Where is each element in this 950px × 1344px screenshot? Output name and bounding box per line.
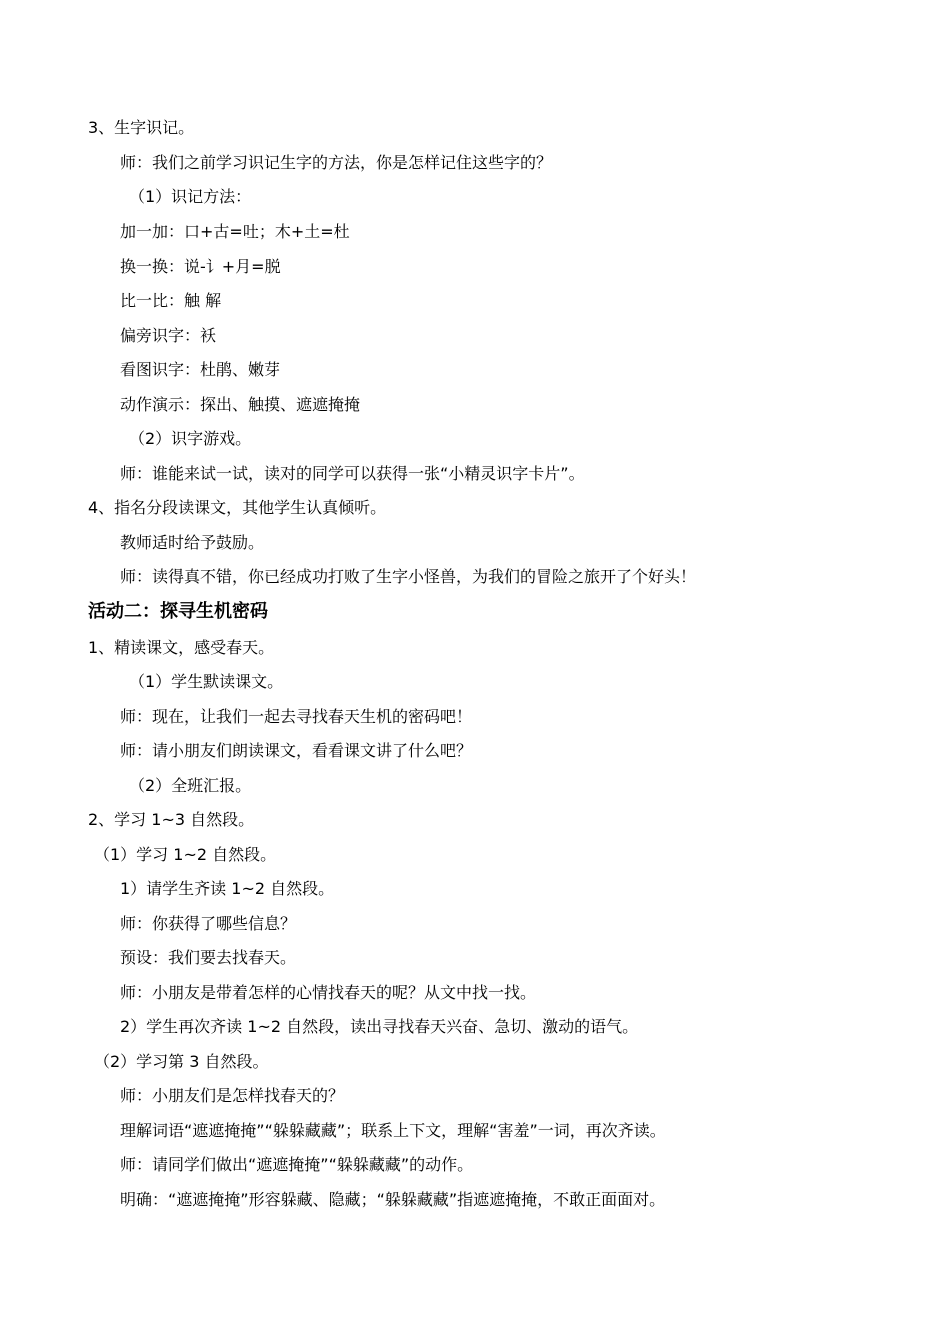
step-line: 2）学生再次齐读 1~2 自然段，读出寻找春天兴奋、急切、激动的语气。 xyxy=(120,1017,639,1036)
teacher-line: 师：你获得了哪些信息？ xyxy=(120,914,297,933)
sub-item: （2）全班汇报。 xyxy=(129,776,252,795)
body-line: 理解词语“遮遮掩掩”“躲躲藏藏”；联系上下文，理解“害羞”一词，再次齐读。 xyxy=(120,1121,666,1140)
preset-line: 预设：我们要去找春天。 xyxy=(120,948,297,967)
teacher-line: 师：谁能来试一试，读对的同学可以获得一张“小精灵识字卡片”。 xyxy=(120,464,585,483)
body-line: 教师适时给予鼓励。 xyxy=(120,533,265,552)
sub-item: （2）识字游戏。 xyxy=(129,429,252,448)
section-item-4: 4、指名分段读课文，其他学生认真倾听。 xyxy=(88,498,387,517)
section-item-2: 2、学习 1~3 自然段。 xyxy=(88,810,255,829)
sub-item: （1）识记方法： xyxy=(129,187,252,206)
method-line: 偏旁识字：袄 xyxy=(120,326,217,345)
teacher-line: 师：我们之前学习识记生字的方法，你是怎样记住这些字的？ xyxy=(120,153,553,172)
teacher-line: 师：读得真不错，你已经成功打败了生字小怪兽，为我们的冒险之旅开了个好头！ xyxy=(120,567,697,586)
teacher-line: 师：小朋友是带着怎样的心情找春天的呢？从文中找一找。 xyxy=(120,983,537,1002)
teacher-line: 师：小朋友们是怎样找春天的？ xyxy=(120,1086,345,1105)
method-line: 比一比：触 解 xyxy=(120,291,222,310)
sub-item: （2）学习第 3 自然段。 xyxy=(94,1052,269,1071)
method-line: 看图识字：杜鹃、嫩芽 xyxy=(120,360,281,379)
teacher-line: 师：请小朋友们朗读课文，看看课文讲了什么吧？ xyxy=(120,741,473,760)
sub-item: （1）学习 1~2 自然段。 xyxy=(94,845,277,864)
method-line: 换一换：说-讠+月=脱 xyxy=(120,257,281,276)
step-line: 1）请学生齐读 1~2 自然段。 xyxy=(120,879,335,898)
teacher-line: 师：现在，让我们一起去寻找春天生机的密码吧！ xyxy=(120,707,473,726)
activity-heading: 活动二：探寻生机密码 xyxy=(88,601,268,622)
method-line: 加一加：口+古=吐；木+土=杜 xyxy=(120,222,350,241)
section-item-1: 1、精读课文，感受春天。 xyxy=(88,638,275,657)
clarify-line: 明确：“遮遮掩掩”形容躲藏、隐藏；“躲躲藏藏”指遮遮掩掩，不敢正面面对。 xyxy=(120,1190,666,1209)
sub-item: （1）学生默读课文。 xyxy=(129,672,284,691)
section-item-3: 3、生字识记。 xyxy=(88,118,195,137)
teacher-line: 师：请同学们做出“遮遮掩掩”“躲躲藏藏”的动作。 xyxy=(120,1155,474,1174)
method-line: 动作演示：探出、触摸、遮遮掩掩 xyxy=(120,395,361,414)
